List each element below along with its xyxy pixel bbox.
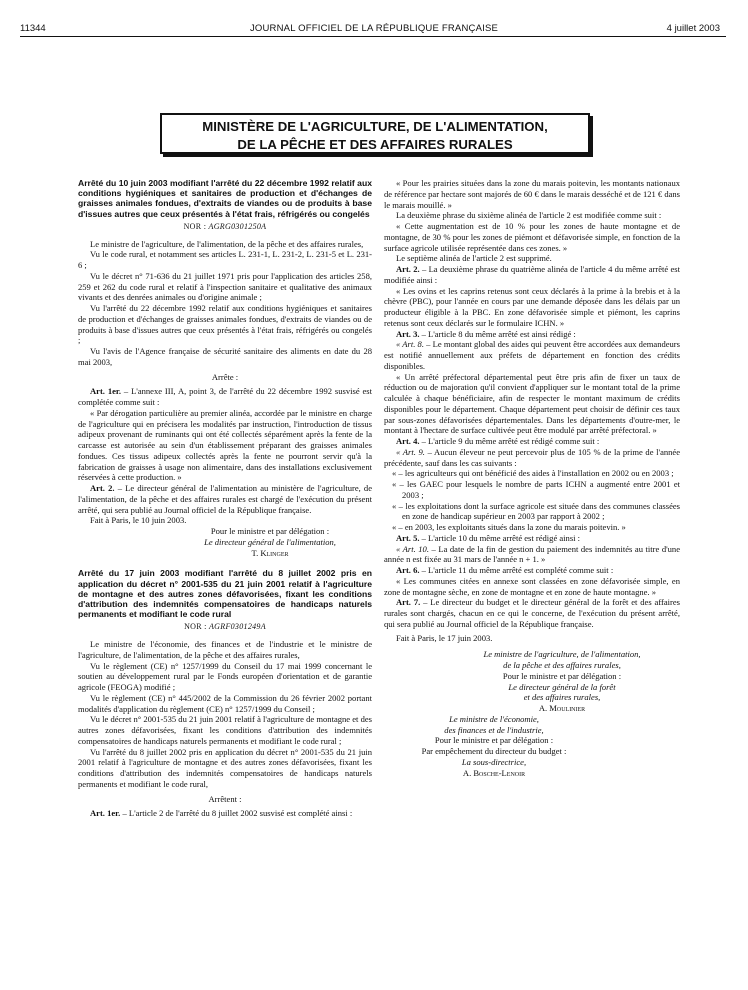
- article-text: – Le directeur général de l'alimentation au ministère de l'agriculture, de l'alimentation, de la pêche et des affaires rurales est chargé de l'exécution du présent arrêté, qui sera publié au Journal officiel de la République française.: [78, 483, 372, 515]
- signature-role: Le ministre de l'agriculture, de l'alimentation,: [483, 649, 641, 660]
- paragraph: « Par dérogation particulière au premier alinéa, accordée par le ministre en charge de l'agriculture qui en précisera les modalités par instruction, l'introduction de tissus adipeux provenant de ruminants qui ont été collectés séparément après la fente de la carcasse est autorisée au sein d'un établissement préparant des graisses animales fondues. Ces tissus adipeux collectés après la fente ne pourront servir qu'à la fabrication de graisses à usage non alimentaire, dans des installations exclusivement réservées à cette production. »: [78, 407, 372, 483]
- paragraph: Le septième alinéa de l'article 2 est supprimé.: [396, 253, 552, 264]
- nor-label: NOR :: [183, 221, 207, 231]
- article-9-quote: [384, 447, 680, 469]
- done-at: Fait à Paris, le 17 juin 2003.: [396, 632, 493, 643]
- page-header: [0, 18, 748, 38]
- decree-2-title: Arrêté du 17 juin 2003 modifiant l'arrêté du 8 juillet 2002 pris en application du décret n° 2001-535 du 21 juin 2001 relatif à l'agriculture de montagne et des autres zones défavorisées, fixant les conditions d'attribution des indemnités compensatoires de handicaps naturels permanents et modifiant le code rural: [78, 568, 372, 620]
- paragraph: Vu le code rural, et notamment ses articles L. 231-1, L. 231-2, L. 231-5 et L. 231-6 ;: [78, 249, 372, 271]
- paragraph: La deuxième phrase du sixième alinéa de l'article 2 est modifiée comme suit :: [396, 210, 662, 221]
- signature-line: [444, 682, 680, 693]
- signature-block-1: [384, 649, 680, 714]
- paragraph: « Les communes citées en annexe sont classées en zone défavorisée simple, en zone de montagne sèche, en zone de montagne et en zone de haute montagne. »: [384, 575, 680, 597]
- signature-block-2: [384, 714, 604, 779]
- paragraph: Vu le règlement (CE) n° 445/2002 de la Commission du 26 février 2002 portant modalités d'application du règlement (CE) n° 1257/1999 du Conseil ;: [78, 692, 372, 714]
- article-text: – L'annexe III, A, point 3, de l'arrêté du 22 décembre 1992 susvisé est complétée comme suit :: [78, 386, 372, 408]
- article-label: Art. 3.: [396, 328, 420, 339]
- article-label: « Art. 9.: [396, 446, 425, 457]
- nor-label: NOR :: [184, 622, 207, 632]
- article-label: Art. 1er.: [90, 808, 121, 819]
- signature-name: A. Bosche-Lenoir: [462, 767, 526, 778]
- ministry-title-box: [160, 113, 590, 154]
- article-6: [384, 565, 680, 576]
- header-rule: [20, 36, 726, 37]
- journal-title: JOURNAL OFFICIEL DE LA RÉPUBLIQUE FRANÇAISE: [249, 23, 499, 34]
- paragraph: Vu l'arrêté du 8 juillet 2002 pris en application du décret n° 2001-535 du 21 juin 2001 relatif à l'agriculture de montagne et des autres zones défavorisées, fixant les conditions d'attribution des indemnités compensatoires de handicaps naturels permanents et modifiant le code rural,: [78, 746, 372, 789]
- article-text: – L'article 11 du même arrêté est complété comme suit :: [419, 565, 614, 575]
- article-label: « Art. 8.: [396, 339, 424, 350]
- arretent-heading: Arrêtent :: [208, 793, 242, 804]
- article-text: – L'article 10 du même arrêté est rédigé ainsi :: [419, 532, 581, 543]
- signature-line: [444, 692, 680, 703]
- paragraph: « Un arrêté préfectoral départemental peut être pris afin de fixer un taux de réduction ou de majoration qu'il convient d'appliquer sur le montant total de la prime calculée à chaque bénéficiaire, afin de respecter le montant maximum de crédits disponibles pour le département. Chaque département peut choisir de définir ces taux par sous-zones défavorisées départementales. Dans les départements d'outre-mer, le montant à l'hectare de surface cultivée peut être modulé par arrêté préfectoral. »: [384, 371, 680, 436]
- signature-role: de la pêche et des affaires rurales,: [503, 660, 621, 670]
- issue-date: 4 juillet 2003: [666, 23, 720, 34]
- paragraph: Le ministre de l'économie, des finances et de l'industrie et le ministre de l'agriculture, de l'alimentation, de la pêche et des affaires rurales,: [78, 639, 372, 660]
- signature-role: et des affaires rurales,: [523, 692, 601, 703]
- arrete-heading: Arrête :: [211, 371, 239, 382]
- article-2: [384, 264, 680, 286]
- right-column: [384, 178, 680, 778]
- page-number: 11344: [20, 23, 46, 34]
- paragraph: « Pour les prairies situées dans la zone du marais poitevin, les montants nationaux de référence par hectare sont majorés de 60 € dans le marais desséché et de 121 € dans le marais mouillé. »: [384, 178, 680, 210]
- article-label: Art. 6.: [396, 565, 420, 575]
- signature-role: Le directeur général de l'alimentation,: [204, 536, 336, 547]
- article-text: – L'article 9 du même arrêté est rédigé comme suit :: [419, 436, 600, 446]
- bullet-item: « – les GAEC pour lesquels le nombre de parts ICHN a augmenté entre 2001 et 2003 ;: [392, 479, 680, 500]
- signature-line: [78, 537, 372, 548]
- article-label: Art. 2.: [90, 483, 115, 494]
- article-text: – L'article 2 de l'arrêté du 8 juillet 2002 susvisé est complété ainsi :: [120, 808, 353, 819]
- article-text: – L'article 8 du même arrêté est ainsi rédigé :: [419, 328, 576, 339]
- signature-line: [444, 660, 680, 671]
- signature-line: [384, 714, 604, 725]
- article-text: – Aucun éleveur ne peut percevoir plus de 105 % de la prime de l'année précédente, sauf dans les cas suivants :: [384, 446, 680, 468]
- ministry-line-1: MINISTÈRE DE L'AGRICULTURE, DE L'ALIMENTATION,: [202, 119, 548, 134]
- article-text: – La deuxième phrase du quatrième alinéa de l'article 4 du même arrêté est modifiée ainsi :: [384, 264, 680, 285]
- signature-role: Le ministre de l'économie,: [449, 713, 539, 724]
- signature-name: T. Klinger: [251, 547, 289, 558]
- paragraph: « Les ovins et les caprins retenus sont ceux déclarés à la prime à la brebis et à la chèvre (PBC), pour l'année en cours par une demande déposée dans les délais par un producteur éligible à la PBC. En zone défavorisée simple et piémont, les caprins retenus sont ceux déclarés sur le formulaire ICHN. »: [384, 285, 680, 328]
- article-3: [384, 329, 680, 340]
- signature-line: Pour le ministre et par délégation :: [434, 735, 554, 746]
- decree-1-nor: [78, 222, 372, 233]
- paragraph: Le ministre de l'agriculture, de l'alimentation, de la pêche et des affaires rurales,: [90, 238, 364, 249]
- paragraph: Vu le règlement (CE) n° 1257/1999 du Conseil du 17 mai 1999 concernant le soutien au développement rural par le Fonds européen d'orientation et de garantie agricole (FEOGA) modifié ;: [78, 660, 372, 693]
- nor-code: AGRF0301249A: [209, 622, 266, 632]
- signature-line: Pour le ministre et par délégation :: [210, 526, 330, 537]
- article-label: Art. 2.: [396, 264, 420, 274]
- article-text: – Le montant global des aides qui peuvent être accordées aux demandeurs est notifié annuellement aux préfets de département en fonction des crédits disponibles.: [384, 339, 680, 371]
- left-column: [78, 178, 372, 819]
- article-label: « Art. 10.: [396, 543, 429, 554]
- article-label: Art. 4.: [396, 436, 420, 446]
- signature-line: [384, 757, 604, 768]
- signature-line: Par empêchement du directeur du budget :: [421, 746, 567, 756]
- signature-role: des finances et de l'industrie,: [444, 724, 544, 735]
- article-label: Art. 1er.: [90, 386, 122, 397]
- signature-name: A. Moulinier: [538, 703, 586, 713]
- signature-line: Pour le ministre et par délégation :: [502, 670, 622, 681]
- article-text: – Le directeur du budget et le directeur général de la forêt et des affaires rurales sont chargés, chacun en ce qui le concerne, de l'exécution du présent arrêté, qui sera publié au Journal officiel de la République française.: [384, 597, 681, 629]
- article-label: Art. 7.: [396, 597, 421, 608]
- signature-role: Le directeur général de la forêt: [508, 681, 616, 692]
- paragraph: Vu l'avis de l'Agence française de sécurité sanitaire des aliments en date du 28 mai 2003,: [78, 346, 372, 367]
- signature-role: La sous-directrice,: [461, 756, 527, 767]
- signature-line: [384, 725, 604, 736]
- paragraph: Vu le décret n° 2001-535 du 21 juin 2001 relatif à l'agriculture de montagne et des autres zones défavorisées, fixant les conditions d'attribution des indemnités compensatoires de handicaps naturels permanents et modifiant le code rural ;: [78, 714, 372, 746]
- signature-line: [444, 649, 680, 660]
- bullet-item: « – les exploitations dont la surface agricole est située dans des communes classées en zone de handicap supérieur en 2003 par rapport à 2002 ;: [392, 500, 680, 522]
- article-5: [384, 533, 680, 544]
- article-1: [78, 386, 372, 408]
- spacer: [78, 558, 372, 568]
- article-10-quote: [384, 544, 680, 566]
- article-7: [384, 597, 680, 629]
- bullet-item: « – en 2003, les exploitants situés dans la zone du marais poitevin. »: [392, 522, 626, 532]
- bullet-item: « – les agriculteurs qui ont bénéficié des aides à l'installation en 2002 ou en 2003 ;: [392, 468, 674, 479]
- article-8-quote: [384, 339, 680, 371]
- paragraph: Vu l'arrêté du 22 décembre 1992 relatif aux conditions hygiéniques et sanitaires de production et d'échanges de graisses animales fondues, d'extraits de viandes ou de produits à base d'issues autres que ceux présentés à l'état frais, réfrigérés ou congelés ;: [78, 303, 372, 346]
- article-1: [78, 808, 372, 819]
- decree-1-title: Arrêté du 10 juin 2003 modifiant l'arrêté du 22 décembre 1992 relatif aux conditions hygiéniques et sanitaires de production et d'échanges de graisses animales fondues, d'extraits de viandes ou de produits à base d'issues autres que ceux présentés à l'état frais, réfrigérés ou congelés: [78, 178, 372, 219]
- done-at: Fait à Paris, le 10 juin 2003.: [90, 515, 187, 526]
- paragraph: Vu le décret n° 71-636 du 21 juillet 1971 pris pour l'application des articles 258, 259 et 262 du code rural et relatif à l'inspection sanitaire et qualitative des animaux vivants et des denrées animales ou d'origine animale ;: [78, 270, 372, 303]
- article-2: [78, 483, 372, 515]
- ministry-line-2: DE LA PÊCHE ET DES AFFAIRES RURALES: [237, 137, 513, 152]
- paragraph: « Cette augmentation est de 10 % pour les zones de haute montagne et de montagne, de 30 % pour les zones de piémont et défavorisée simple, en fonction de la surface agricole utilisée représentée dans ces zones. »: [384, 221, 680, 253]
- article-text: – La date de la fin de gestion du paiement des indemnités au titre d'une année n est fixée au 31 mars de l'année n + 1. »: [384, 543, 680, 565]
- article-4: [384, 436, 680, 447]
- article-label: Art. 5.: [396, 532, 420, 543]
- decree-2-nor: [78, 622, 372, 633]
- nor-code: AGRG0301250A: [208, 221, 267, 231]
